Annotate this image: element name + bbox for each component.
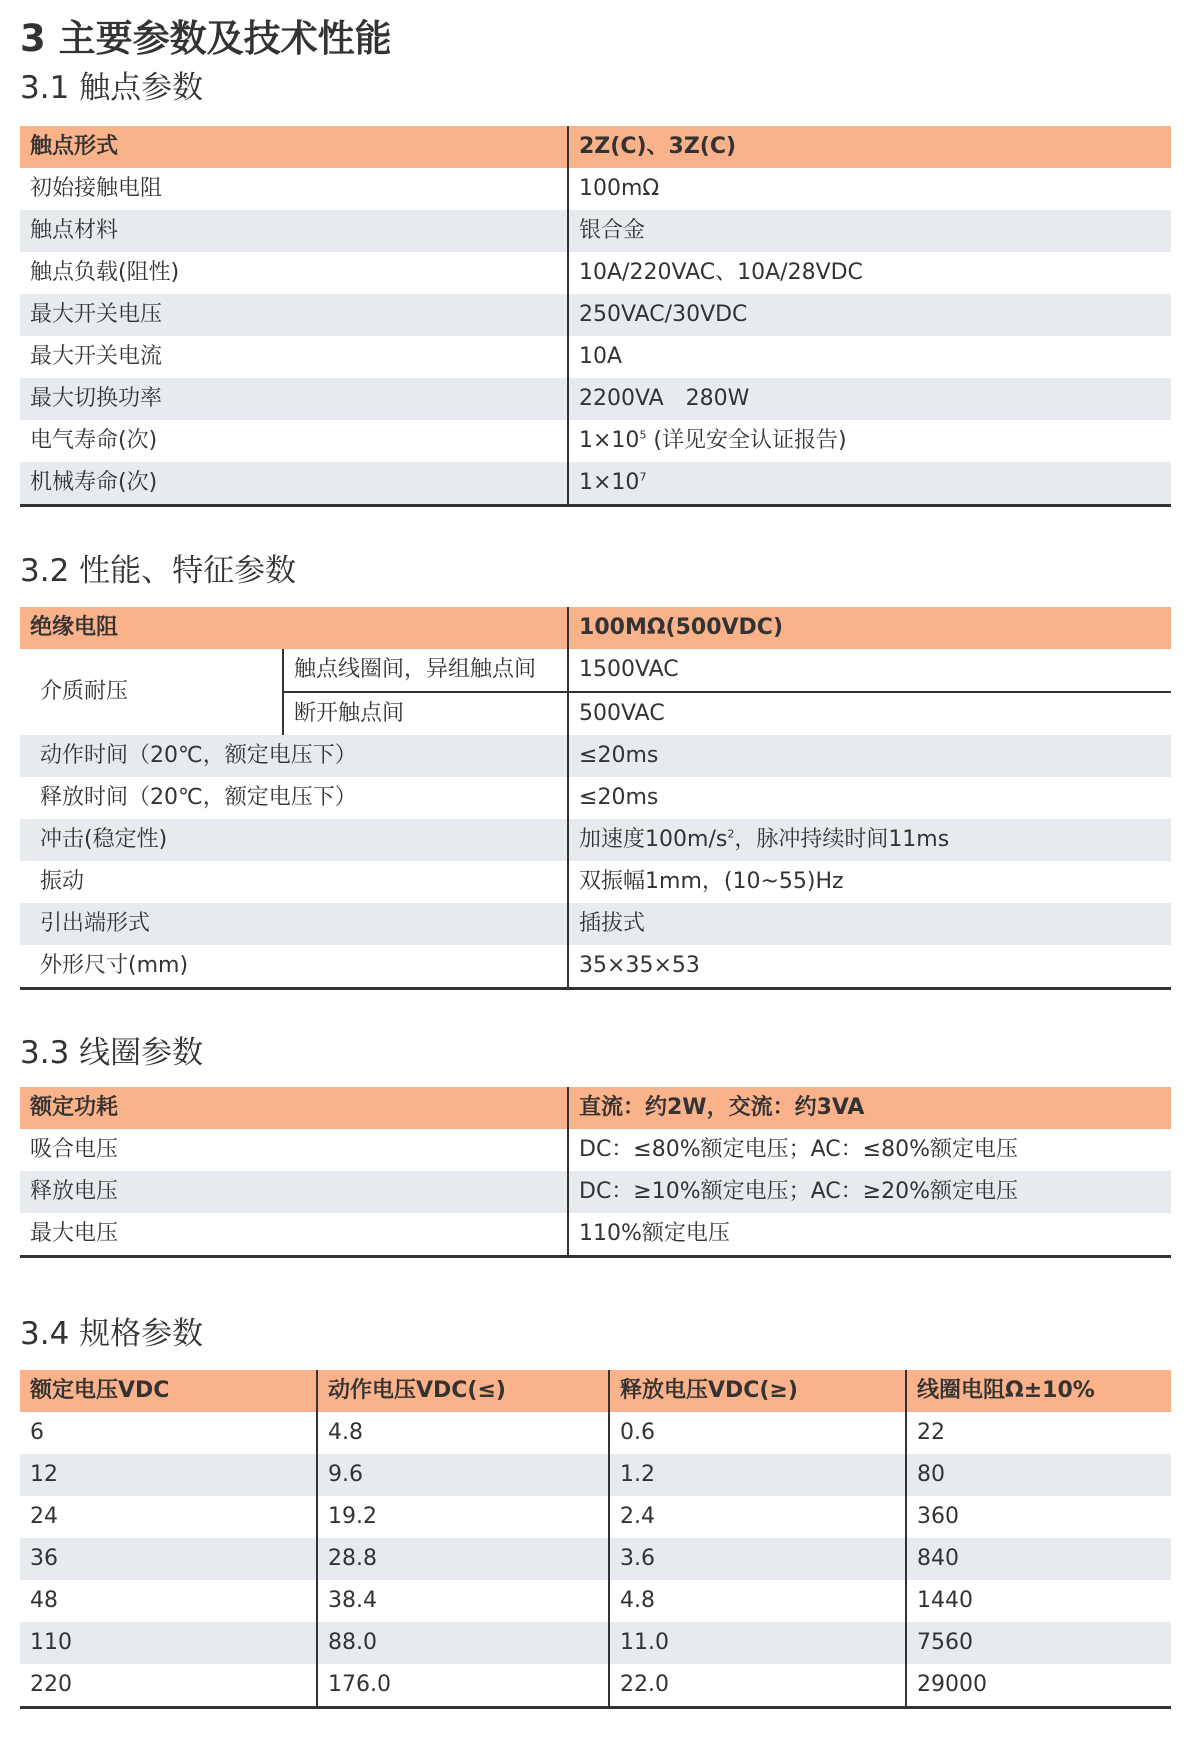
row-label: 引出端形式 [20, 903, 568, 945]
table-row [20, 1454, 1171, 1496]
header-value: 100MΩ(500VDC) [568, 607, 1171, 649]
row-value: $1\times 10^7$ [568, 462, 1171, 506]
row-value: ≤20ms [568, 777, 1171, 819]
table-cell: 9.6 [317, 1454, 609, 1496]
row-label: 吸合电压 [30, 1137, 119, 1162]
sub-label: 断开触点间 [283, 692, 568, 735]
table-row [20, 1538, 1171, 1580]
row-label: 动作时间（20℃，额定电压下） [20, 735, 568, 777]
table-row [20, 649, 1171, 692]
table-row [20, 945, 1171, 989]
row-label: 释放时间（20℃，额定电压下） [40, 785, 357, 810]
row-label: 冲击(稳定性) [20, 819, 568, 861]
row-value: DC：≥10%额定电压；AC：≥20%额定电压 [568, 1171, 1171, 1213]
table-cell: 12 [20, 1454, 317, 1496]
row-label: 最大开关电压 [20, 294, 568, 336]
column-header: 释放电压VDC(≥) [609, 1370, 906, 1412]
row-label: 最大开关电流 [30, 344, 163, 369]
table-row [20, 1664, 1171, 1708]
table-cell: 22.0 [609, 1664, 906, 1708]
table-cell: 48 [30, 1588, 58, 1613]
table-row [20, 735, 1171, 777]
table-header-row [20, 126, 1171, 168]
section-title-coil: 3.3 线圈参数 [20, 1035, 204, 1071]
table-cell: 2.4 [609, 1496, 906, 1538]
table-cell: 1.2 [609, 1454, 906, 1496]
table-row [20, 1580, 1171, 1622]
table-cell: 176.0 [317, 1664, 609, 1708]
row-label: 初始接触电阻 [30, 176, 163, 201]
row-label: 释放电压 [20, 1171, 568, 1213]
table-cell: 24 [30, 1504, 58, 1529]
header-label: 绝缘电阻 [20, 607, 568, 649]
row-label: 最大电压 [30, 1221, 119, 1246]
row-label: 机械寿命(次) [20, 462, 568, 506]
table-row [20, 777, 1171, 819]
row-label: 触点材料 [20, 210, 568, 252]
performance-params-table [20, 607, 1171, 990]
sub-value: 500VAC [568, 692, 1171, 735]
sub-label: 触点线圈间，异组触点间 [283, 649, 568, 692]
table-row [20, 168, 1171, 210]
header-label: 额定功耗 [20, 1087, 568, 1129]
row-value: 2200VA 280W [568, 378, 1171, 420]
column-header: 线圈电阻Ω±10% [906, 1370, 1171, 1412]
header-value: 2Z(C)、3Z(C) [568, 126, 1171, 168]
table-cell: 4.8 [609, 1580, 906, 1622]
table-cell: 7560 [906, 1622, 1171, 1664]
table-row [20, 1622, 1171, 1664]
table-cell: 19.2 [317, 1496, 609, 1538]
spec-params-table [20, 1370, 1171, 1709]
section-title-contact: 3.1 触点参数 [20, 70, 204, 106]
table-cell: 38.4 [317, 1580, 609, 1622]
table-row [20, 819, 1171, 861]
table-cell: 80 [906, 1454, 1171, 1496]
table-row [20, 210, 1171, 252]
table-header-row [20, 607, 1171, 649]
table-row [20, 294, 1171, 336]
table-row [20, 1171, 1171, 1213]
table-cell: 3.6 [609, 1538, 906, 1580]
table-cell: 4.8 [317, 1412, 609, 1454]
table-cell: 88.0 [317, 1622, 609, 1664]
row-value: 银合金 [568, 210, 1171, 252]
table-row [20, 1213, 1171, 1257]
row-label: 电气寿命(次) [30, 428, 158, 453]
row-value: ≤20ms [568, 735, 1171, 777]
page-title: 3 主要参数及技术性能 [20, 17, 392, 60]
row-value: 250VAC/30VDC [568, 294, 1171, 336]
row-label: 触点负载(阻性) [30, 260, 180, 285]
contact-params-table [20, 126, 1171, 507]
row-label: 振动 [40, 869, 85, 894]
row-value: $1\times 10^5$ (详见安全认证报告) [568, 420, 1171, 462]
row-label: 外形尺寸(mm) [40, 953, 189, 978]
section-title-spec: 3.4 规格参数 [20, 1316, 204, 1352]
dielectric-label: 介质耐压 [20, 649, 283, 735]
table-row [20, 336, 1171, 378]
table-row [20, 1412, 1171, 1454]
table-cell: 0.6 [609, 1412, 906, 1454]
table-cell: 840 [906, 1538, 1171, 1580]
table-cell: 28.8 [317, 1538, 609, 1580]
section-title-performance: 3.2 性能、特征参数 [20, 553, 297, 589]
table-cell: 110 [20, 1622, 317, 1664]
row-value: 加速度$100m/s^2$，脉冲持续时间11ms [568, 819, 1171, 861]
table-row [20, 903, 1171, 945]
table-row [20, 1496, 1171, 1538]
table-cell: 360 [906, 1496, 1171, 1538]
table-cell: 6 [30, 1420, 44, 1445]
table-row [20, 462, 1171, 506]
column-header: 额定电压VDC [20, 1370, 317, 1412]
row-value: 35×35×53 [568, 945, 1171, 989]
table-cell: 29000 [906, 1664, 1171, 1708]
row-value: DC：≤80%额定电压；AC：≤80%额定电压 [568, 1129, 1171, 1171]
row-value: 10A [568, 336, 1171, 378]
table-row [20, 1129, 1171, 1171]
table-cell: 22 [906, 1412, 1171, 1454]
table-row [20, 252, 1171, 294]
coil-params-table [20, 1087, 1171, 1258]
table-row [20, 378, 1171, 420]
table-cell: 36 [20, 1538, 317, 1580]
row-value: 10A/220VAC、10A/28VDC [568, 252, 1171, 294]
sub-value: 1500VAC [568, 649, 1171, 692]
table-cell: 1440 [906, 1580, 1171, 1622]
table-cell: 11.0 [609, 1622, 906, 1664]
row-value: 110%额定电压 [568, 1213, 1171, 1257]
row-value: 插拔式 [568, 903, 1171, 945]
table-header-row [20, 1087, 1171, 1129]
table-row [20, 420, 1171, 462]
table-cell: 220 [30, 1672, 72, 1697]
table-row [20, 861, 1171, 903]
row-label: 最大切换功率 [20, 378, 568, 420]
row-value: 双振幅1mm，(10~55)Hz [568, 861, 1171, 903]
row-value: 100mΩ [568, 168, 1171, 210]
header-value: 直流：约2W，交流：约3VA [568, 1087, 1171, 1129]
header-label: 触点形式 [20, 126, 568, 168]
column-header: 动作电压VDC(≤) [317, 1370, 609, 1412]
table-header-row [20, 1370, 1171, 1412]
